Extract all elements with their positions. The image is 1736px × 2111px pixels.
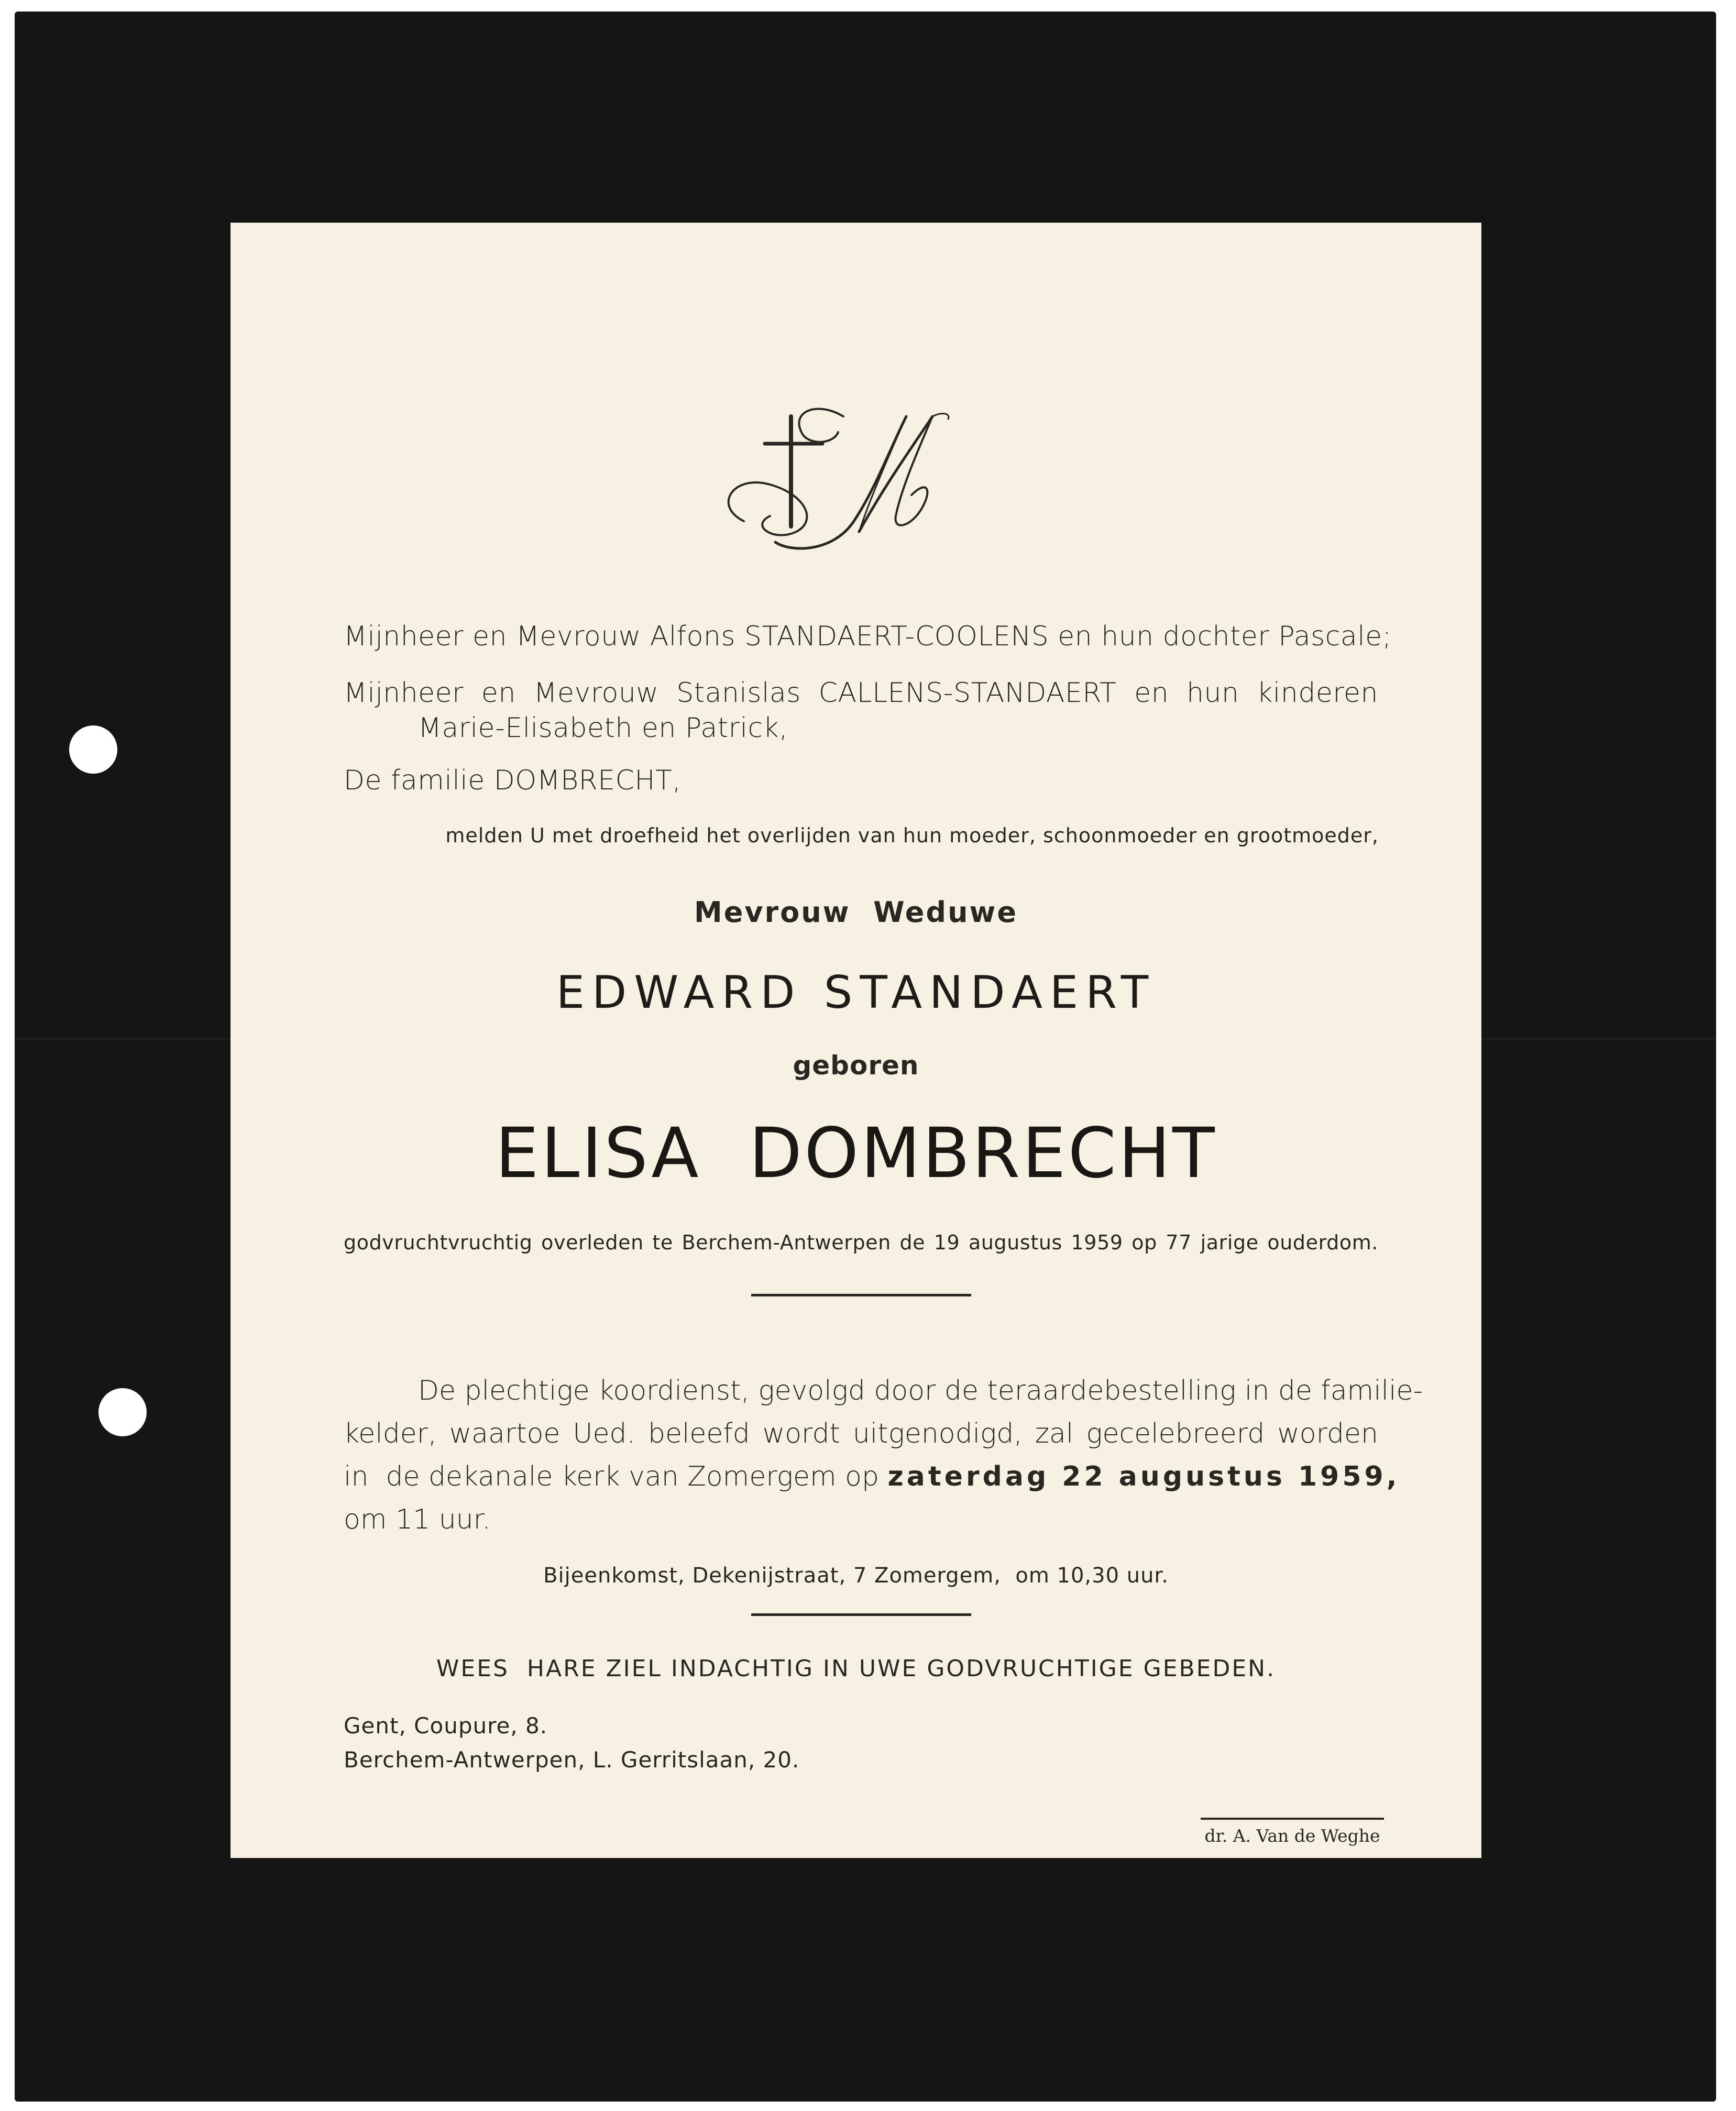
family-line-standaert-coolens: Mijnheer en Mevrouw Alfons STANDAERT-COOLENS en hun dochter Pascale;	[344, 621, 1392, 652]
prayer-line: WEES HARE ZIEL INDACHTIG IN UWE GODVRUCHTIGE GEBEDEN.	[436, 1655, 1276, 1682]
printer-rule	[1201, 1818, 1384, 1820]
death-details-line: godvruchtvruchtig overleden te Berchem-Antwerpen de 19 augustus 1959 op 77 jarige ouderdom.	[344, 1231, 1378, 1254]
service-line-2: kelder, waartoe Ued. beleefd wordt uitgenodigd, zal gecelebreerd worden	[344, 1418, 1378, 1449]
service-date: zaterdag 22 augustus 1959,	[887, 1461, 1400, 1492]
family-word: hun	[1186, 677, 1239, 709]
printer-credit: dr. A. Van de Weghe	[1204, 1826, 1380, 1846]
service-line-3	[344, 1461, 1400, 1492]
deceased-title: Mevrouw Weduwe	[694, 896, 1018, 929]
husband-name: EDWARD STANDAERT	[556, 966, 1156, 1019]
family-word: en	[1134, 677, 1169, 709]
announcement-line: melden U met droefheid het overlijden van hun moeder, schoonmoeder en grootmoeder,	[445, 824, 1379, 847]
family-line-callens-standaert	[344, 677, 1378, 709]
family-word: Stanislas	[676, 677, 801, 709]
family-word: Mevrouw	[533, 677, 659, 709]
divider-rule	[751, 1613, 971, 1616]
service-location-text: in de dekanale kerk van Zomergem op	[344, 1461, 888, 1492]
family-word: CALLENS-STANDAERT	[818, 677, 1117, 709]
family-line-dombrecht: De familie DOMBRECHT,	[344, 765, 682, 796]
family-line-children: Marie-Elisabeth en Patrick,	[418, 712, 788, 744]
family-word: kinderen	[1257, 677, 1378, 709]
cross-monogram-icon	[712, 395, 959, 558]
deceased-maiden-name: ELISA DOMBRECHT	[495, 1113, 1217, 1194]
punch-hole-bottom	[98, 1388, 147, 1436]
born-label: geboren	[793, 1050, 919, 1081]
service-time: om 11 uur.	[344, 1504, 491, 1535]
address-berchem: Berchem-Antwerpen, L. Gerritslaan, 20.	[344, 1747, 800, 1773]
punch-hole-top	[69, 725, 117, 774]
address-gent: Gent, Coupure, 8.	[344, 1713, 548, 1739]
family-word: Mijnheer	[344, 677, 464, 709]
family-word: en	[481, 677, 516, 709]
memorial-card	[230, 223, 1481, 1858]
divider-rule	[751, 1294, 971, 1296]
meeting-details: Bijeenkomst, Dekenijstraat, 7 Zomergem, om 10,30 uur.	[543, 1564, 1169, 1588]
service-line-1: De plechtige koordienst, gevolgd door de teraardebestelling in de familie-	[418, 1375, 1423, 1406]
